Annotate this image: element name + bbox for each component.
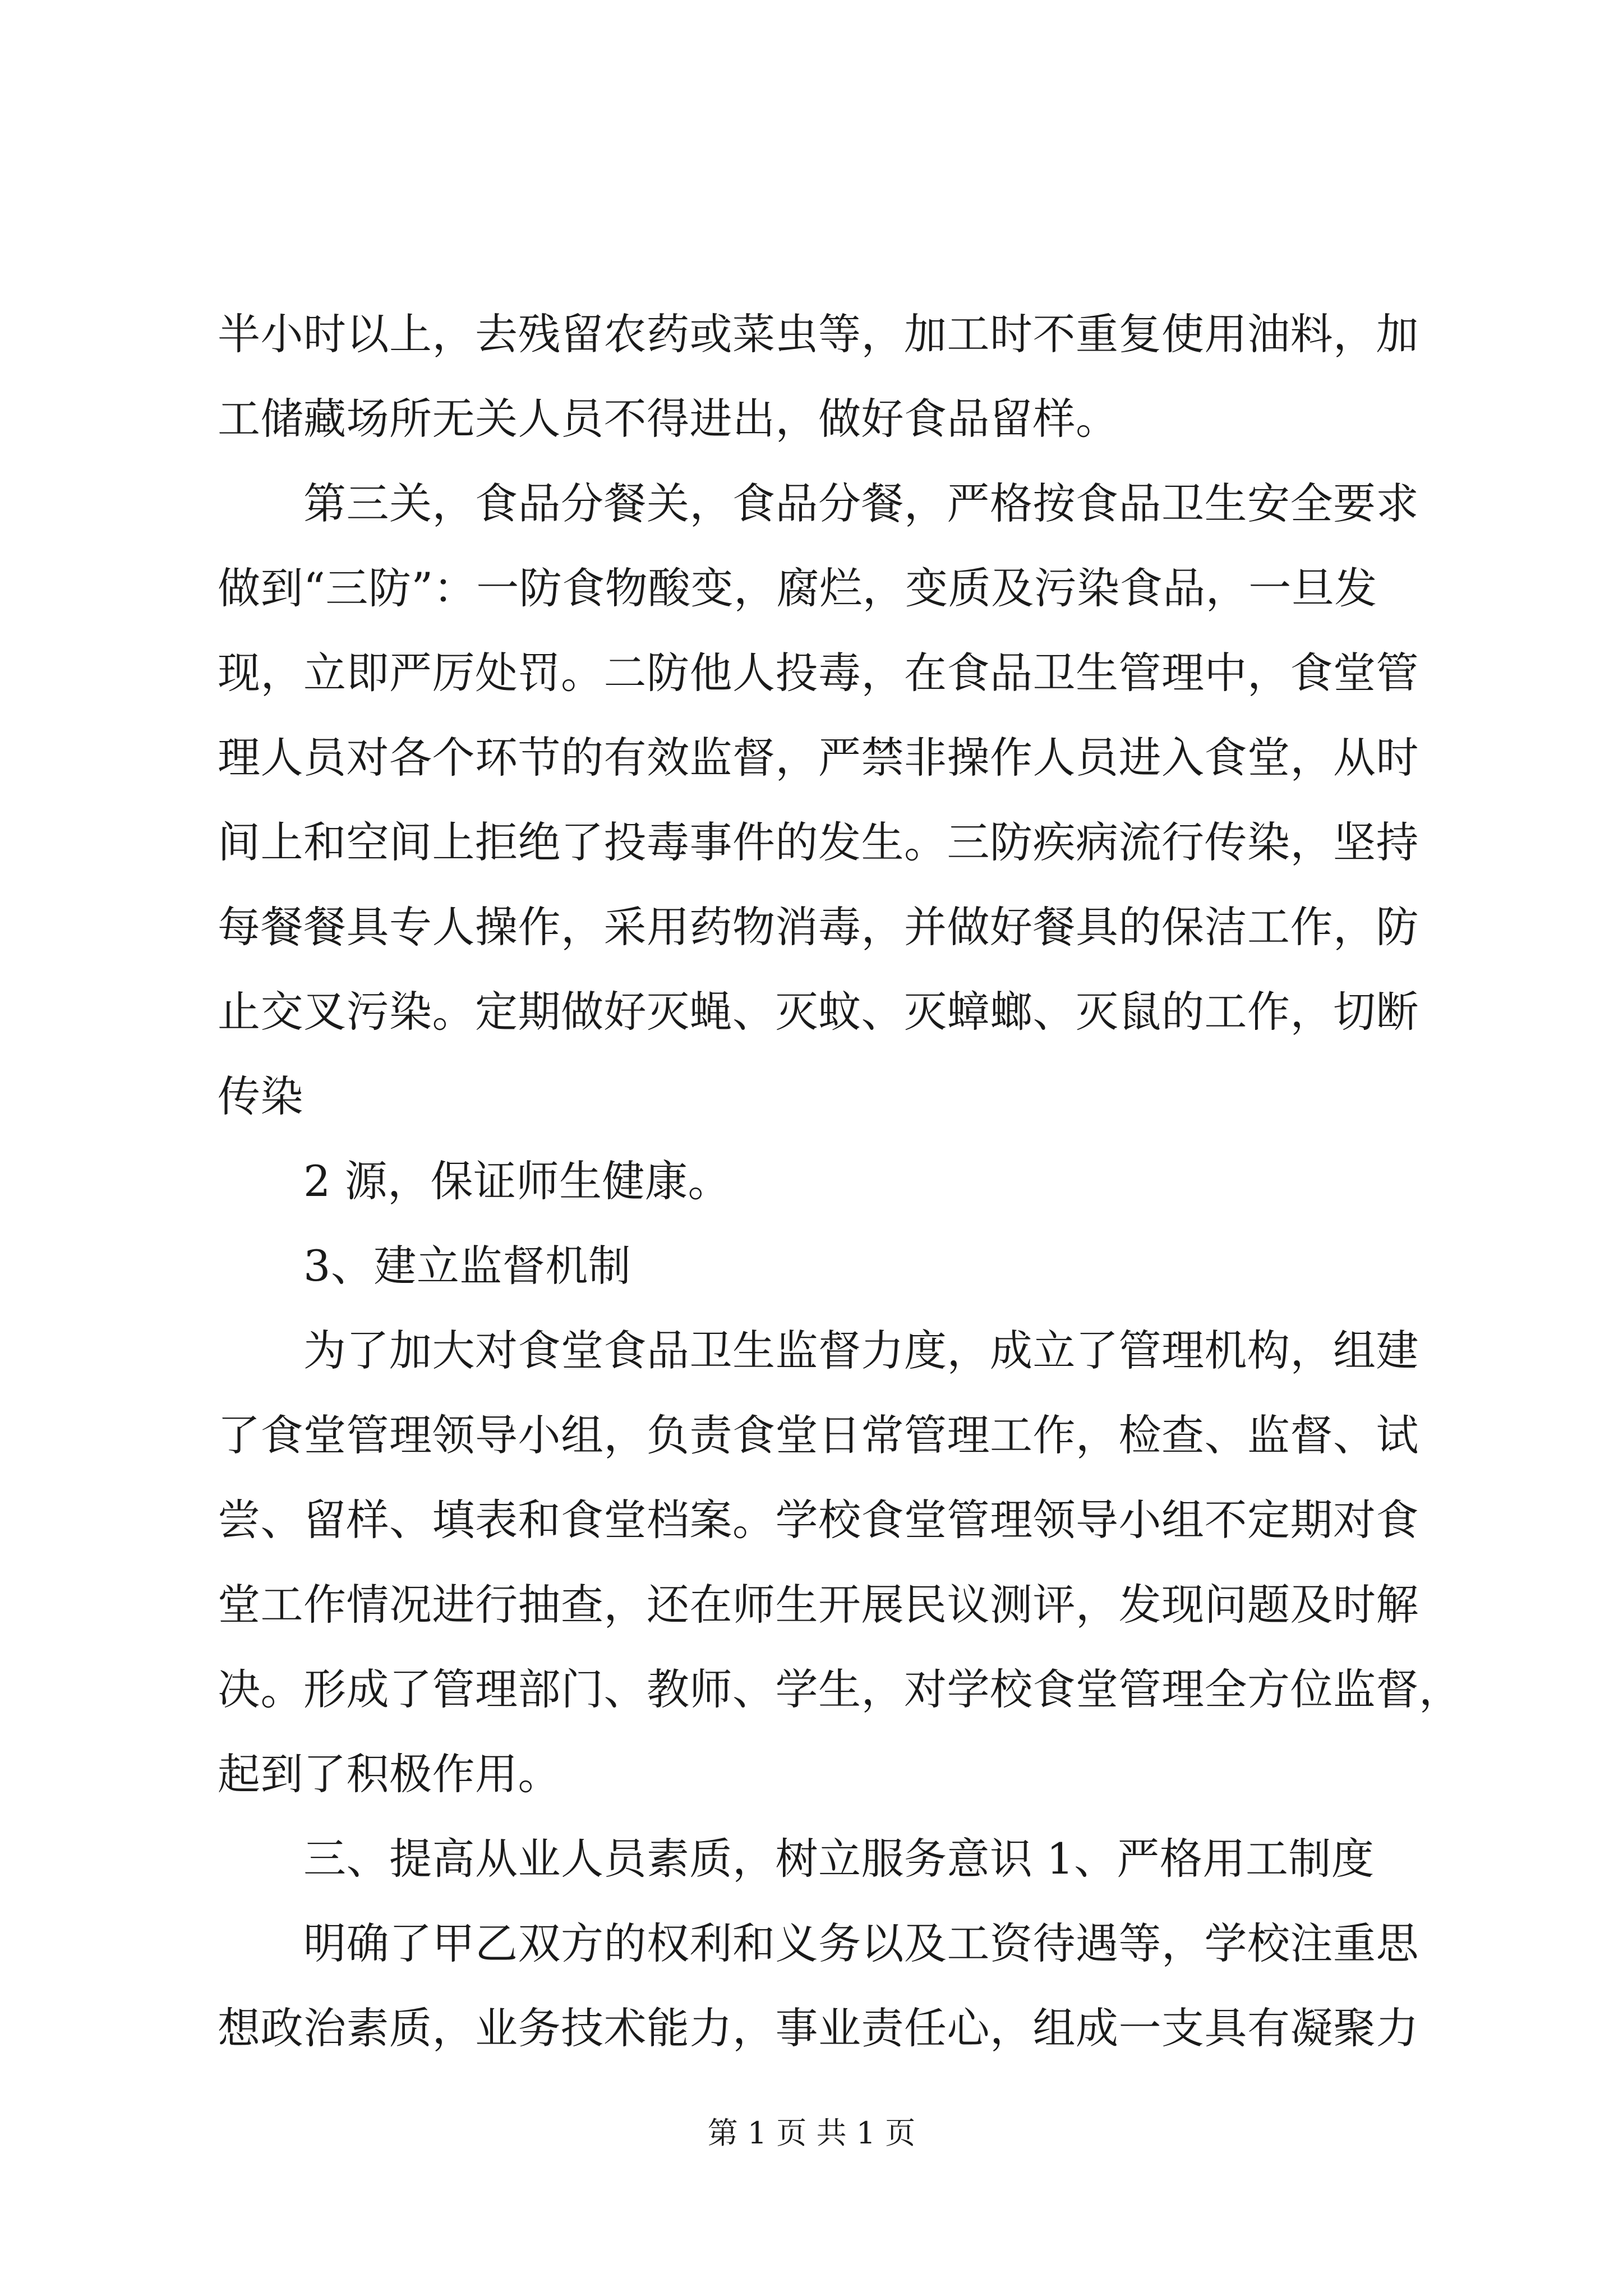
section-heading: 3、建立监督机制 <box>218 1241 631 1291</box>
body-line: 工储藏场所无关人员不得进出，做好食品留样。 <box>218 394 1119 444</box>
body-line: 堂工作情况进行抽查，还在师生开展民议测评，发现问题及时解 <box>218 1580 1419 1630</box>
body-line: 为了加大对食堂食品卫生监督力度，成立了管理机构，组建 <box>218 1326 1419 1375</box>
body-line: 每餐餐具专人操作，采用药物消毒，并做好餐具的保洁工作，防 <box>218 902 1419 952</box>
body-line: 2 源，保证师生健康。 <box>218 1156 731 1206</box>
body-line: 第三关，食品分餐关，食品分餐，严格按食品卫生安全要求 <box>218 478 1419 528</box>
body-line: 想政治素质，业务技术能力，事业责任心，组成一支具有凝聚力 <box>218 2003 1419 2053</box>
body-line: 现，立即严厉处罚。二防他人投毒，在食品卫生管理中，食堂管 <box>218 648 1419 698</box>
body-line: 尝、留样、填表和食堂档案。学校食堂管理领导小组不定期对食 <box>218 1495 1419 1545</box>
body-line: 决。形成了管理部门、教师、学生，对学校食堂管理全方位监督， <box>218 1664 1462 1714</box>
body-line: 起到了积极作用。 <box>218 1749 561 1799</box>
body-line: 明确了甲乙双方的权利和义务以及工资待遇等，学校注重思 <box>218 1918 1419 1968</box>
page-footer: 第 1 页 共 1 页 <box>707 2115 916 2151</box>
body-line: 间上和空间上拒绝了投毒事件的发生。三防疾病流行传染，坚持 <box>218 817 1419 867</box>
body-line: 传染 <box>218 1071 303 1121</box>
section-heading: 三、提高从业人员素质，树立服务意识 1、严格用工制度 <box>218 1834 1375 1884</box>
body-line: 止交叉污染。定期做好灭蝇、灭蚊、灭蟑螂、灭鼠的工作，切断 <box>218 987 1419 1037</box>
body-line: 理人员对各个环节的有效监督，严禁非操作人员进入食堂，从时 <box>218 733 1419 783</box>
body-line: 做到“三防”：一防食物酸变，腐烂，变质及污染食品，一旦发 <box>218 563 1377 613</box>
document-body <box>218 292 1462 2070</box>
body-line: 了食堂管理领导小组，负责食堂日常管理工作，检查、监督、试 <box>218 1410 1419 1460</box>
body-line: 半小时以上，去残留农药或菜虫等，加工时不重复使用油料，加 <box>218 309 1419 359</box>
